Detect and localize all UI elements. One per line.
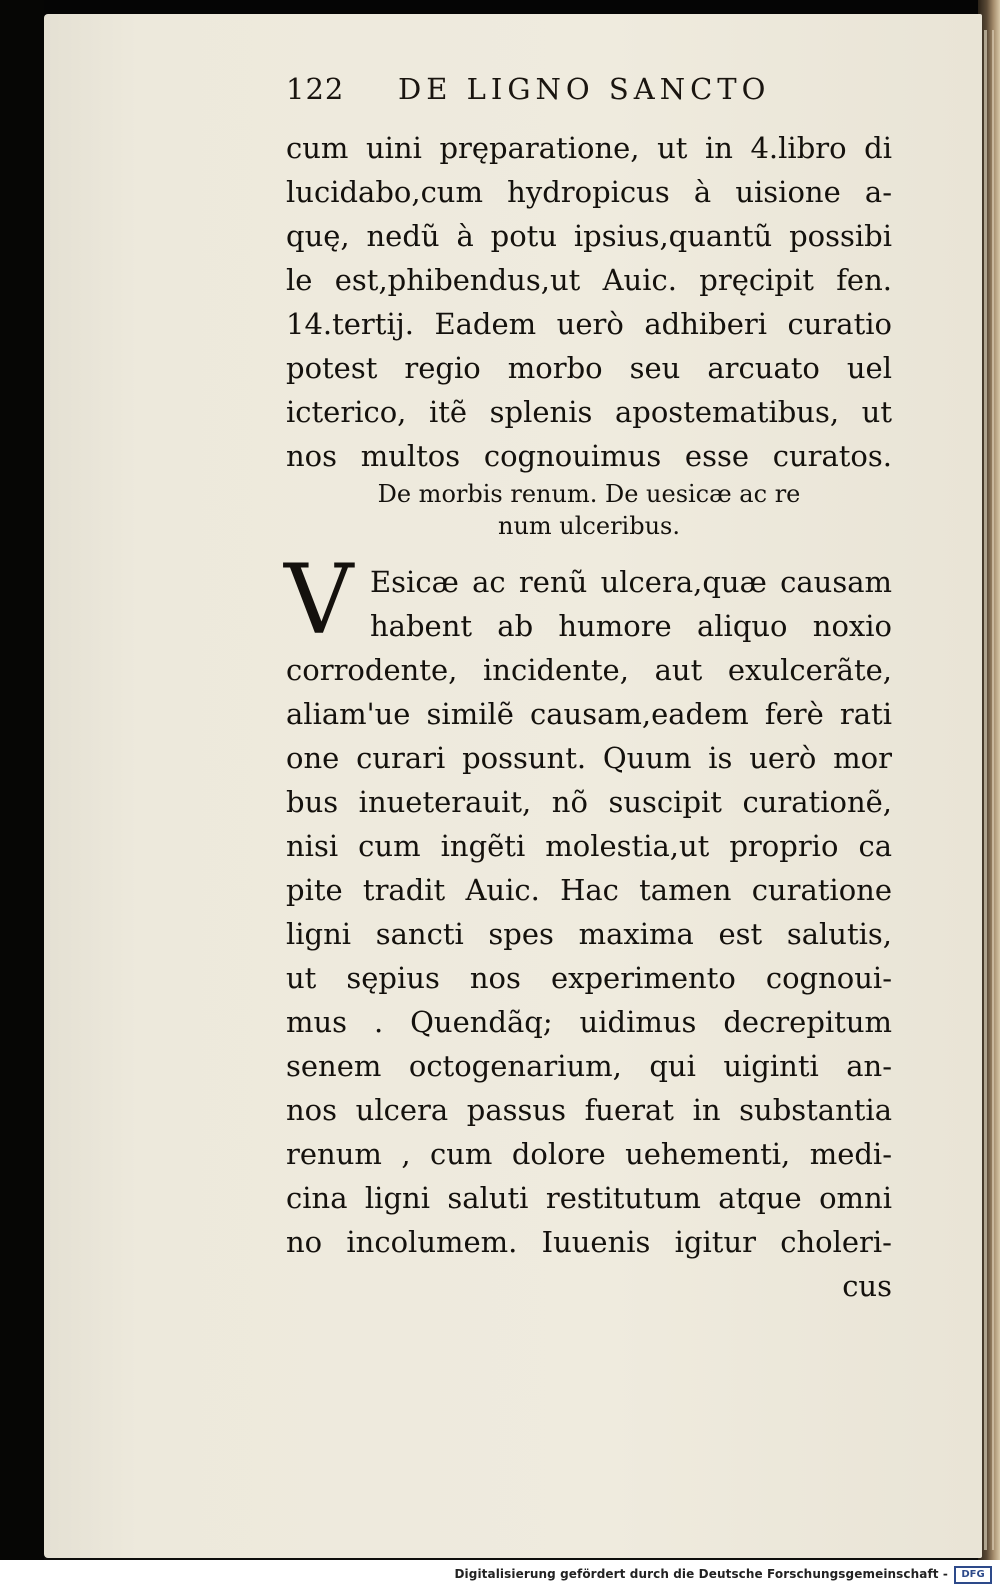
text-line: cina ligni saluti restitutum atque omni xyxy=(286,1181,892,1215)
paragraph-2 xyxy=(284,544,892,1308)
heading-line: De morbis renum. De uesicæ ac re xyxy=(377,480,801,508)
text-line: habent ab humore aliquo noxio xyxy=(370,609,892,643)
text-line: ut sępius nos experimento cognoui- xyxy=(286,961,892,995)
paragraph-1 xyxy=(286,126,892,478)
text-line: nos multos cognouimus esse curatos. xyxy=(286,439,892,473)
text-block xyxy=(286,126,892,1308)
dfg-logo-icon[interactable]: DFG xyxy=(954,1566,992,1584)
digitization-footer xyxy=(0,1560,1000,1592)
text-line: nos ulcera passus fuerat in substantia xyxy=(286,1093,892,1127)
text-line: ligni sancti spes maxima est salutis, xyxy=(286,917,892,951)
text-line: cum uini pręparatione, ut in 4.libro di xyxy=(286,131,892,165)
drop-cap-initial: V xyxy=(284,544,354,656)
page-edge-highlight-2 xyxy=(992,30,994,1550)
page-edge-highlight xyxy=(984,30,987,1550)
running-title: DE LIGNO SANCTO xyxy=(398,72,771,106)
text-line: lucidabo,cum hydropicus à uisione a- xyxy=(286,175,892,209)
page-number: 122 xyxy=(286,72,345,106)
funding-credit: Digitalisierung gefördert durch die Deutsche Forschungsgemeinschaft - xyxy=(454,1567,948,1581)
text-line: 14.tertij. Eadem uerò adhiberi curatio xyxy=(286,307,892,341)
text-line: potest regio morbo seu arcuato uel xyxy=(286,351,892,385)
text-line: Esicæ ac renũ ulcera,quæ causam xyxy=(370,565,892,599)
text-line: icterico, itẽ splenis apostematibus, ut xyxy=(286,395,892,429)
text-line: one curari possunt. Quum is uerò mor xyxy=(286,741,892,775)
text-line: le est,phibendus,ut Auic. pręcipit fen. xyxy=(286,263,892,297)
scan-backdrop-left xyxy=(0,0,44,1592)
text-line: quę, nedũ à potu ipsius,quantũ possibi xyxy=(286,219,892,253)
text-line: aliam'ue similẽ causam,eadem ferè rati xyxy=(286,697,892,731)
text-line: pite tradit Auic. Hac tamen curatione xyxy=(286,873,892,907)
text-line: no incolumem. Iuuenis igitur choleri- xyxy=(286,1225,892,1259)
catchword: cus xyxy=(842,1269,892,1303)
text-line: nisi cum ingẽti molestia,ut proprio ca xyxy=(286,829,892,863)
text-line: renum , cum dolore uehementi, medi- xyxy=(286,1137,892,1171)
running-header xyxy=(286,72,846,116)
text-line: corrodente, incidente, aut exulcerãte, xyxy=(286,653,892,687)
text-line: bus inueterauit, nõ suscipit curationẽ, xyxy=(286,785,892,819)
text-line: senem octogenarium, qui uiginti an- xyxy=(286,1049,892,1083)
text-line: mus . Quendãq; uidimus decrepitum xyxy=(286,1005,892,1039)
heading-line: num ulceribus. xyxy=(498,512,680,540)
section-heading xyxy=(286,478,892,542)
